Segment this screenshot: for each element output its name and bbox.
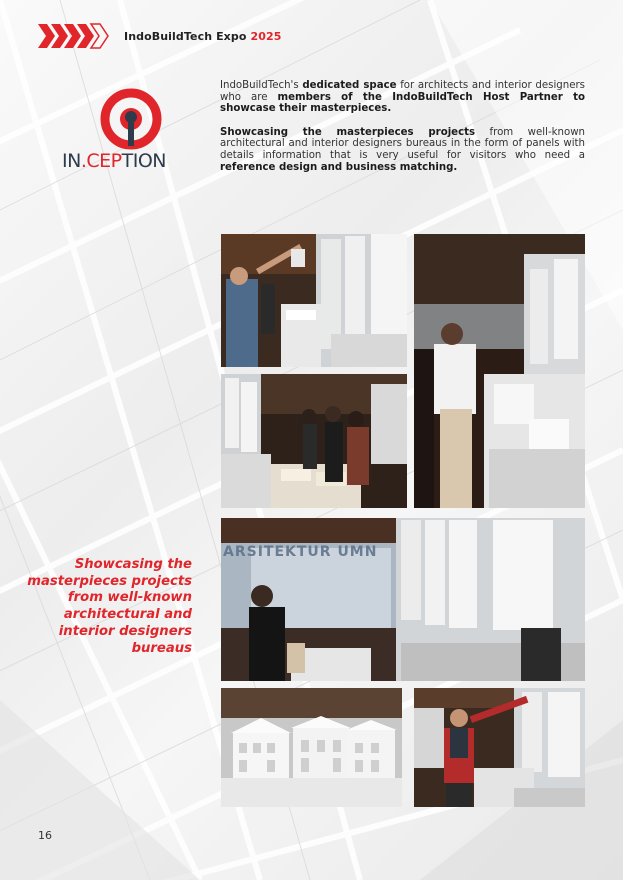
photo-architectural-model (221, 688, 402, 807)
page-header (38, 22, 281, 50)
page-number: 16 (38, 829, 52, 842)
highlight-quote: Showcasing the masterpieces projects from well-known architectural and interior designers bureaus (27, 557, 192, 656)
intro-text (220, 80, 585, 185)
intro-p1-d: members of the IndoBuildTech Host Partner to showcase their masterpieces. (220, 91, 585, 115)
intro-p1-b: dedicated space (302, 80, 397, 91)
intro-paragraph-1 (220, 80, 585, 115)
photo-woman-viewing-models (414, 234, 585, 508)
intro-p2-b: from well-known architectural and interior designers bureaus in the form of panels with details information that is very useful for visitors who need a (220, 126, 585, 161)
intro-p1-c: for architects and interior designers who are (220, 80, 585, 103)
expo-title (124, 30, 281, 43)
banner-text: ARSITEKTUR UMN (223, 544, 378, 560)
photo-visitors-group (221, 374, 407, 508)
photo-umn-architecture-booth (221, 518, 585, 681)
intro-p1-a: IndoBuildTech's (220, 80, 303, 91)
expo-year: 2025 (250, 29, 282, 43)
intro-paragraph-2 (220, 127, 585, 173)
photo-visitor-reading-panel (221, 234, 407, 367)
logo-text-in: IN (62, 150, 81, 172)
intro-p2-a: Showcasing the masterpieces projects (220, 126, 476, 138)
logo-text-dot: . (80, 150, 87, 172)
expo-name: IndoBuildTech Expo (124, 29, 247, 43)
logo-text-cep: CEP (86, 150, 122, 172)
intro-p2-c: reference design and business matching. (220, 161, 458, 173)
chevron-arrows-icon (38, 22, 112, 50)
logo-text-tion: TION (121, 150, 166, 172)
photo-man-pointing-panel (414, 688, 585, 807)
inception-logo-text (62, 150, 186, 172)
